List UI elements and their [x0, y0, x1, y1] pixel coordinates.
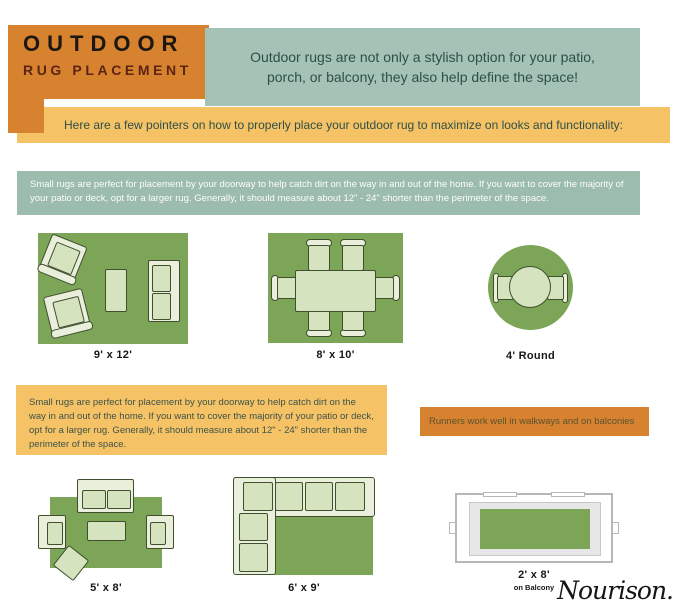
rug-label-6x9: 6' x 9' — [288, 582, 320, 594]
sofa-cushion — [239, 513, 268, 541]
small-rugs-note-1: Small rugs are perfect for placement by your doorway to help catch dirt on the way in and out of the home. If you want to cover the majority of your patio or deck, opt for a larger rug. Generally, it should measure about 12" - 24" shorter than the perimeter of the space. — [17, 171, 640, 215]
balcony-rail-notch — [483, 492, 517, 497]
rug-label-8x10: 8' x 10' — [316, 349, 355, 361]
rug-label-4round: 4' Round — [505, 350, 555, 362]
balcony-rail-post — [612, 522, 619, 534]
rug-label-9x12: 9' x 12' — [93, 349, 133, 361]
sofa-cushion — [275, 482, 303, 511]
intro-text: Outdoor rugs are not only a stylish option for your patio, porch, or balcony, they also help define the space! — [205, 28, 640, 106]
dining-table-icon — [295, 270, 376, 312]
sofa-cushion — [305, 482, 333, 511]
rug-4round-scene — [488, 245, 573, 330]
coffee-table-icon — [87, 521, 126, 541]
balcony-rail-notch — [551, 492, 585, 497]
ottoman-icon — [53, 545, 89, 581]
balcony-rail-post — [449, 522, 456, 534]
rug-label-5x8: 5' x 8' — [90, 582, 122, 594]
rug-sublabel-balcony: on Balcony — [513, 583, 555, 592]
sofa-icon — [148, 260, 180, 322]
coffee-table-icon — [105, 269, 127, 312]
runner-rug-icon — [480, 509, 590, 549]
sofa-cushion — [243, 482, 273, 511]
sofa-cushion — [335, 482, 365, 511]
armchair-icon — [43, 288, 91, 336]
sofa-icon — [77, 479, 134, 513]
rug-6x9-scene — [233, 477, 375, 577]
sofa-cushion — [107, 490, 131, 509]
dining-chair-icon — [342, 245, 364, 271]
page-subtitle: RUG PLACEMENT — [23, 62, 192, 78]
round-table-icon — [509, 266, 551, 308]
sofa-cushion — [152, 293, 171, 320]
pointer-banner: Here are a few pointers on how to properly place your outdoor rug to maximize on looks and functionality: — [17, 107, 670, 143]
chair-cushion — [47, 522, 63, 545]
rug-5x8-scene — [50, 497, 162, 568]
sofa-cushion — [82, 490, 106, 509]
title-block — [8, 25, 209, 99]
runners-note: Runners work well in walkways and on balconies — [420, 407, 649, 436]
armchair-icon — [38, 233, 87, 282]
armchair-icon — [38, 515, 66, 549]
sofa-cushion — [152, 265, 171, 292]
small-rugs-note-2: Small rugs are perfect for placement by your doorway to help catch dirt on the way in and out of the home. If you want to cover the majority of your patio or deck, opt for a larger rug. Generally, it should measure about 12" - 24" shorter than the perimeter of the space. — [16, 385, 387, 455]
balcony-floor — [469, 502, 601, 556]
title-block-tab — [8, 99, 44, 133]
rug-8x10-scene — [268, 233, 403, 343]
balcony-runner-scene — [455, 493, 613, 563]
page-title: OUTDOOR — [23, 31, 185, 56]
dining-chair-icon — [308, 245, 330, 271]
sofa-cushion — [239, 543, 268, 572]
rug-9x12-scene — [38, 233, 188, 344]
chair-cushion — [150, 522, 166, 545]
nourison-logo: Nourison. — [557, 576, 673, 605]
rug-label-2x8: 2' x 8' — [518, 569, 550, 581]
armchair-icon — [146, 515, 174, 549]
